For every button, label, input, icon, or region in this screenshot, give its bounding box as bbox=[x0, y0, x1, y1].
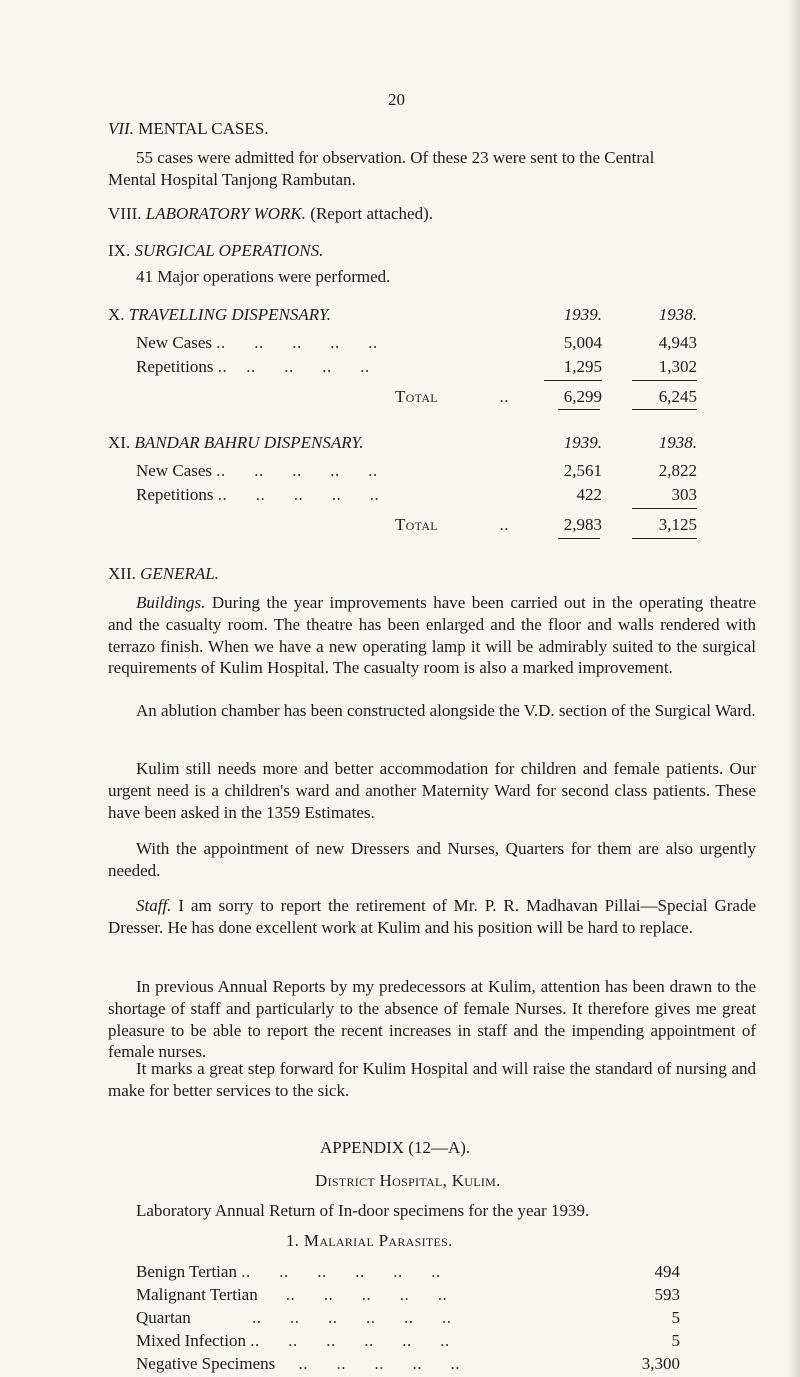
paragraph-ablution: An ablution chamber has been constructed alongside the V.D. section of the Surgical Ward. bbox=[136, 701, 756, 720]
total-1939: 6,299 bbox=[563, 387, 602, 406]
table-cell-1938: 303 bbox=[671, 485, 697, 504]
table-row-label: New Cases .. .. .. .. .. bbox=[136, 333, 378, 352]
paragraph-quarters: With the appointment of new Dressers and Nurses, Quarters for them are also urgently needed. bbox=[108, 839, 756, 880]
section-xi-heading bbox=[108, 432, 363, 454]
list-item-label: Malignant Tertian .. .. .. .. .. bbox=[136, 1285, 448, 1304]
table-cell-1938: 2,822 bbox=[658, 461, 697, 480]
table-cell-1939: 1,295 bbox=[563, 357, 602, 376]
total-label: Total .. bbox=[395, 387, 509, 406]
section-note: (Report attached). bbox=[310, 204, 433, 223]
appendix-hospital: District Hospital, Kulim. bbox=[315, 1171, 501, 1190]
mental-cases-text-line1: 55 cases were admitted for observation. Of these 23 were sent to the Central bbox=[136, 148, 655, 167]
table-cell-1938: 4,943 bbox=[658, 333, 697, 352]
section-viii-heading bbox=[108, 203, 433, 225]
table-cell-1939: 2,561 bbox=[563, 461, 602, 480]
table-cell-1939: 422 bbox=[576, 485, 602, 504]
table-cell-1939: 5,004 bbox=[563, 333, 602, 352]
list-item-value: 494 bbox=[654, 1262, 680, 1281]
sum-rule bbox=[632, 508, 697, 509]
section-number: VIII. bbox=[108, 204, 142, 223]
table-row-label: Repetitions .. .. .. .. .. bbox=[136, 485, 380, 504]
paragraph-previous-reports: In previous Annual Reports by my predecessors at Kulim, attention has been drawn to the shortage of staff and particularly to the absence of female Nurses. It therefore gives me great pleasure to be able to report the recent increases in staff and the impending appointment of female nurses. bbox=[108, 977, 756, 1062]
section-title: GENERAL. bbox=[140, 564, 219, 583]
total-1938: 3,125 bbox=[658, 515, 697, 534]
paragraph-buildings: Buildings. During the year improvements have been carried out in the operating theatre and the casualty room. The theatre has been enlarged and the floor and walls rendered with terrazo finish. When we have a new operating lamp it will be admirably suited to the surgical requirements of Kulim Hospital. The casualty room is also a marked improvement. bbox=[108, 593, 756, 678]
list-item-value: 3,300 bbox=[641, 1354, 680, 1373]
table-row-label: New Cases .. .. .. .. .. bbox=[136, 461, 378, 480]
section-number: VII. bbox=[108, 119, 134, 138]
section-number: XII. bbox=[108, 564, 136, 583]
table-cell-1938: 1,302 bbox=[658, 357, 697, 376]
total-label: Total .. bbox=[395, 515, 509, 534]
section-number: IX. bbox=[108, 241, 131, 260]
list-item-label: Mixed Infection .. .. .. .. .. .. bbox=[136, 1331, 450, 1350]
mental-cases-text-line2: Mental Hospital Tanjong Rambutan. bbox=[108, 170, 356, 189]
section-title: LABORATORY WORK. bbox=[145, 204, 307, 223]
list-item-label: Negative Specimens .. .. .. .. .. bbox=[136, 1354, 461, 1373]
appendix-section-heading: 1. Malarial Parasites. bbox=[286, 1231, 453, 1250]
total-rule bbox=[632, 538, 697, 539]
section-title: MENTAL CASES. bbox=[138, 119, 269, 138]
sum-rule bbox=[632, 380, 697, 381]
scan-edge-shadow bbox=[788, 0, 800, 1377]
list-item-label: Benign Tertian .. .. .. .. .. .. bbox=[136, 1262, 441, 1281]
paragraph-label: Staff. bbox=[136, 896, 172, 915]
paragraph-accommodation: Kulim still needs more and better accommodation for children and female patients. Our urgent need is a children's ward and another Maternity Ward for second class patients. These have been asked in the 1359 Estimates. bbox=[108, 759, 756, 822]
column-header-1938: 1938. bbox=[658, 433, 697, 452]
surgical-operations-text: 41 Major operations were performed. bbox=[136, 267, 391, 286]
appendix-title: APPENDIX (12—A). bbox=[320, 1138, 471, 1157]
section-title: TRAVELLING DISPENSARY. bbox=[128, 305, 332, 324]
page-number: 20 bbox=[388, 90, 405, 109]
total-rule bbox=[632, 409, 697, 410]
section-ix-heading bbox=[108, 240, 323, 262]
section-title: BANDAR BAHRU DISPENSARY. bbox=[134, 433, 364, 452]
list-item-value: 5 bbox=[671, 1308, 680, 1327]
column-header-1938: 1938. bbox=[658, 305, 697, 324]
paragraph-step-forward: It marks a great step forward for Kulim Hospital and will raise the standard of nursing and make for better services to the sick. bbox=[108, 1059, 756, 1100]
total-rule bbox=[558, 409, 600, 410]
list-item-value: 593 bbox=[654, 1285, 680, 1304]
column-header-1939: 1939. bbox=[563, 433, 602, 452]
total-1939: 2,983 bbox=[563, 515, 602, 534]
total-1938: 6,245 bbox=[658, 387, 697, 406]
total-rule bbox=[558, 538, 600, 539]
section-title: SURGICAL OPERATIONS. bbox=[134, 241, 324, 260]
paragraph-staff: Staff. I am sorry to report the retirement of Mr. P. R. Madhavan Pillai—Special Grade Dresser. He has done excellent work at Kulim and his position will be hard to replace. bbox=[108, 896, 756, 937]
section-vii-heading bbox=[108, 118, 268, 140]
paragraph-label: Buildings. bbox=[136, 593, 206, 612]
sum-rule bbox=[544, 380, 602, 381]
table-row-label: Repetitions .. .. .. .. .. bbox=[136, 357, 370, 376]
section-number: X. bbox=[108, 305, 125, 324]
list-item-label: Quartan .. .. .. .. .. .. bbox=[136, 1308, 452, 1327]
column-header-1939: 1939. bbox=[563, 305, 602, 324]
appendix-subtitle: Laboratory Annual Return of In-door specimens for the year 1939. bbox=[136, 1201, 590, 1220]
section-number: XI. bbox=[108, 433, 131, 452]
section-x-heading bbox=[108, 304, 331, 326]
section-xii-heading bbox=[108, 563, 219, 585]
list-item-value: 5 bbox=[671, 1331, 680, 1350]
